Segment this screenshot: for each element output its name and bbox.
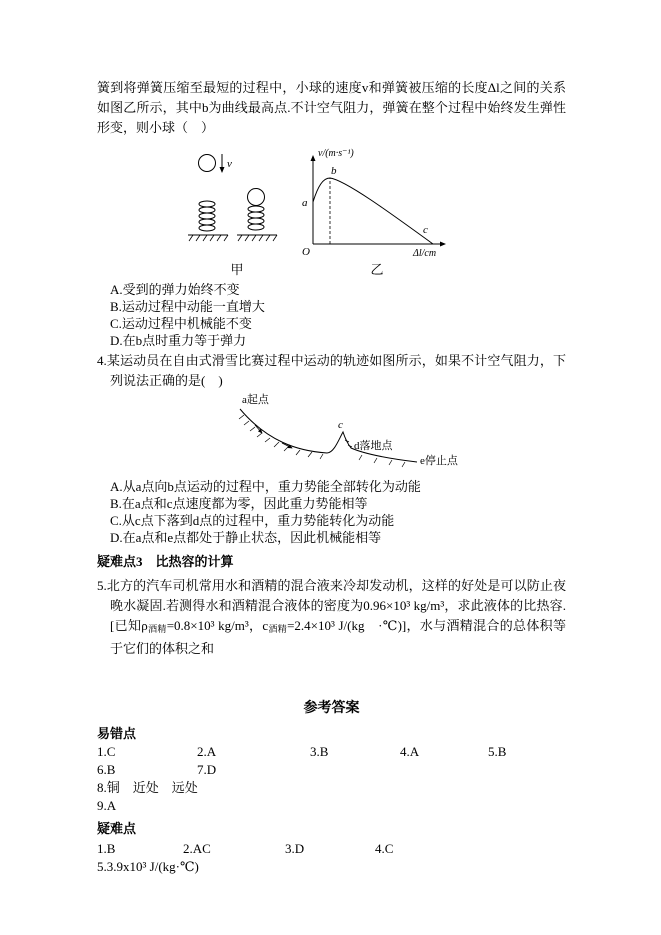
y-axis-label: v/(m·s⁻¹) bbox=[318, 148, 354, 159]
q5-part-1: 5.北方的汽车司机常用水和酒精的混合液来冷却发动机，这样的好处是可以防止夜晚水凝固.若测得水和酒精混合液体的密度为0.96×10³ kg/m³，求此液体的比热容.[已知ρ bbox=[97, 578, 566, 633]
answers-row-3 bbox=[97, 780, 566, 796]
answers-row-6 bbox=[97, 859, 566, 875]
q5-part-3: =2.4×10³ J/(kg ·℃)]，水与酒精混合的总体积等于它们的体积之和 bbox=[110, 618, 566, 656]
q3-option-b: B.运动过程中动能一直增大 bbox=[110, 299, 265, 314]
q3-options bbox=[97, 281, 566, 349]
answer-6: 6.B bbox=[97, 762, 116, 777]
spring-compressed bbox=[248, 206, 264, 230]
point-c-label: c bbox=[423, 224, 428, 236]
q3-figures bbox=[97, 144, 566, 278]
answer-8: 8.铜 近处 远处 bbox=[97, 780, 198, 795]
q3-option-d: D.在b点时重力等于弹力 bbox=[110, 333, 247, 348]
q4-options bbox=[97, 478, 566, 546]
ball-falling bbox=[199, 155, 216, 172]
q4-figure bbox=[227, 393, 566, 475]
figure-jia bbox=[187, 144, 287, 278]
ski-trajectory-diagram bbox=[227, 393, 477, 473]
answer-4: 4.A bbox=[400, 744, 420, 759]
q5-text bbox=[97, 576, 566, 659]
section-title-difficult-point-3: 疑难点3 比热容的计算 bbox=[97, 554, 234, 569]
ground-hatch-2 bbox=[238, 235, 277, 241]
answers-row-1 bbox=[97, 744, 566, 760]
answer-1: 1.C bbox=[97, 744, 116, 759]
difficult-answer-4: 4.C bbox=[375, 841, 394, 856]
point-a-label: a bbox=[302, 197, 308, 209]
answer-5: 5.B bbox=[488, 744, 507, 759]
q3-intro-text: 簧到将弹簧压缩至最短的过程中，小球的速度v和弹簧被压缩的长度Δl之间的关系如图乙所示，其中b为曲线最高点.不计空气阻力，弹簧在整个过程中始终发生弹性形变，则小球（ ） bbox=[97, 80, 566, 135]
q4-text: 4.某运动员在自由式滑雪比赛过程中运动的轨迹如图所示，如果不计空气阻力，下列说法正确的是( ) bbox=[97, 353, 566, 388]
stop-point-label: e停止点 bbox=[420, 455, 458, 467]
answers-head-easy-mistakes: 易错点 bbox=[97, 726, 137, 741]
answer-3: 3.B bbox=[310, 744, 329, 759]
landing-point-label: d落地点 bbox=[354, 440, 393, 452]
difficult-answer-1: 1.B bbox=[97, 841, 116, 856]
velocity-label: v bbox=[227, 158, 232, 170]
q4-option-b: B.在a点和c点速度都为零，因此重力势能相等 bbox=[110, 496, 368, 511]
answer-2: 2.A bbox=[197, 744, 217, 759]
figure-yi-label: 乙 bbox=[370, 262, 384, 277]
difficult-answer-5: 5.3.9x10³ J/(kg·℃) bbox=[97, 859, 199, 874]
start-point-label: a起点 bbox=[242, 394, 269, 406]
ball-on-spring bbox=[248, 189, 265, 206]
answers-row-4 bbox=[97, 798, 566, 814]
ground-hatch-1 bbox=[189, 235, 228, 241]
answers-head-difficult-points: 疑难点 bbox=[97, 821, 137, 836]
velocity-curve bbox=[313, 178, 433, 244]
point-b-label: b bbox=[331, 165, 337, 177]
spring-ball-diagram bbox=[187, 148, 287, 248]
figure-jia-label: 甲 bbox=[230, 262, 244, 277]
answer-7: 7.D bbox=[197, 762, 217, 777]
q5-part-2: =0.8×10³ kg/m³，c bbox=[166, 618, 269, 633]
figure-yi bbox=[297, 144, 457, 278]
q5-subscript-alcohol-1: 酒精 bbox=[147, 624, 167, 634]
q4-option-a: A.从a点向b点运动的过程中，重力势能全部转化为动能 bbox=[110, 479, 421, 494]
slope-path bbox=[240, 409, 417, 462]
q4-option-c: C.从c点下落到d点的过程中，重力势能转化为动能 bbox=[110, 513, 395, 528]
answers-title: 参考答案 bbox=[303, 701, 360, 716]
difficult-answer-2: 2.AC bbox=[183, 841, 211, 856]
c-point-label: c bbox=[338, 419, 343, 431]
answers-row-2 bbox=[97, 762, 566, 778]
q4-option-d: D.在a点和e点都处于静止状态，因此机械能相等 bbox=[110, 530, 382, 545]
q5-subscript-alcohol-2: 酒精 bbox=[268, 624, 288, 634]
velocity-compression-graph bbox=[297, 144, 457, 262]
answers-row-5 bbox=[97, 841, 566, 857]
q3-option-a: A.受到的弹力始终不变 bbox=[110, 282, 240, 297]
x-axis-label: Δl/cm bbox=[413, 248, 437, 259]
origin-label: O bbox=[302, 246, 310, 258]
spring-relaxed bbox=[199, 201, 215, 231]
answer-9: 9.A bbox=[97, 798, 117, 813]
q3-option-c: C.运动过程中机械能不变 bbox=[110, 316, 252, 331]
difficult-answer-3: 3.D bbox=[285, 841, 305, 856]
